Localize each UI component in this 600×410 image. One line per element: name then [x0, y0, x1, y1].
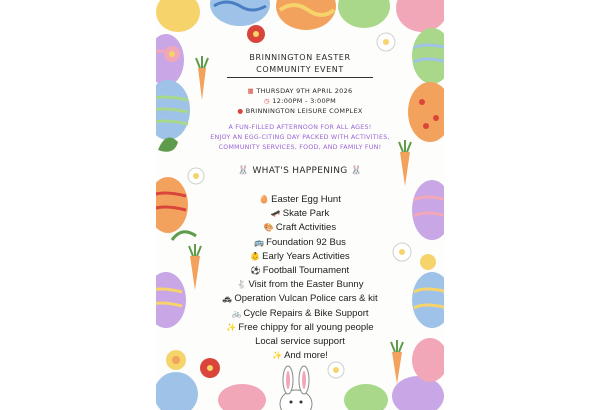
activity-label: Skate Park — [282, 208, 330, 220]
egg-top-5 — [396, 0, 444, 32]
activity-label: Craft Activities — [275, 222, 337, 234]
tagline-line-3: COMMUNITY SERVICES, FOOD, AND FAMILY FUN! — [218, 144, 382, 151]
activity-item — [156, 250, 444, 264]
activity-label: Local service support — [255, 336, 345, 347]
egg-top-4 — [338, 0, 390, 28]
activity-item — [156, 278, 444, 292]
activity-item — [156, 307, 444, 321]
event-location: ● BRINNINGTON LEISURE COMPLEX — [237, 107, 363, 115]
event-poster — [156, 0, 444, 410]
activity-label: Football Tournament — [262, 265, 350, 276]
activity-label: Visit from the Easter Bunny — [248, 279, 364, 291]
activity-label: And more! — [284, 350, 328, 362]
event-title-line-2: COMMUNITY EVENT — [256, 65, 344, 74]
activity-item — [156, 292, 444, 306]
event-time: ◷ 12:00PM - 3:00PM — [263, 97, 337, 105]
egg-bottom-3 — [392, 376, 444, 410]
activity-item — [156, 321, 444, 335]
activity-label: Free chippy for all young people — [238, 321, 374, 333]
calendar-icon: ▦ — [247, 87, 254, 95]
egg-icon: 🥚 — [259, 195, 270, 204]
egg-top-1 — [156, 0, 200, 32]
event-title-line-1: BRINNINGTON EASTER — [249, 53, 351, 62]
activity-label: Cycle Repairs & Bike Support — [243, 307, 369, 319]
tagline-line-2: ENJOY AN EGG-CITING DAY PACKED WITH ACTIVITIES, — [210, 134, 390, 141]
skateboard-icon: 🛹 — [270, 209, 281, 219]
palette-icon: 🎨 — [263, 223, 274, 233]
bicycle-icon: 🚲 — [231, 308, 242, 318]
pin-icon: ● — [237, 107, 244, 115]
clock-icon: ◷ — [263, 97, 270, 105]
bus-icon: 🚌 — [254, 237, 265, 247]
baby-icon: 👶 — [250, 251, 261, 261]
activity-label: Foundation 92 Bus — [266, 236, 346, 248]
egg-bottom-2 — [344, 384, 388, 410]
egg-left-5 — [156, 372, 198, 410]
bunny-icon: 🐰 — [237, 166, 250, 176]
activity-label: Early Years Activities — [262, 250, 350, 262]
activity-item — [156, 335, 444, 349]
activity-item — [156, 349, 444, 363]
tagline-line-1: A FUN-FILLED AFTERNOON FOR ALL AGES! — [228, 124, 372, 131]
activity-item — [156, 236, 444, 250]
egg-bottom-1 — [218, 384, 266, 410]
event-date: ▦ THURSDAY 9TH APRIL 2026 — [247, 87, 353, 95]
activity-item — [156, 264, 444, 278]
section-heading: 🐰 WHAT'S HAPPENING 🐰 — [237, 166, 363, 176]
activity-label: Operation Vulcan Police cars & kit — [234, 293, 378, 305]
rabbit-icon: 🐇 — [236, 280, 247, 290]
sparkles-icon: ✨ — [272, 351, 283, 361]
title-divider — [227, 77, 373, 78]
police-car-icon: 🚓 — [222, 294, 233, 304]
activity-item — [156, 221, 444, 235]
activity-item — [156, 193, 444, 207]
football-icon: ⚽ — [250, 266, 261, 275]
activity-label: Easter Egg Hunt — [271, 194, 341, 205]
bunny-icon: 🐰 — [350, 166, 363, 176]
easter-bunny-illustration — [280, 366, 312, 410]
sparkles-icon: ✨ — [226, 322, 237, 332]
activity-item — [156, 207, 444, 221]
